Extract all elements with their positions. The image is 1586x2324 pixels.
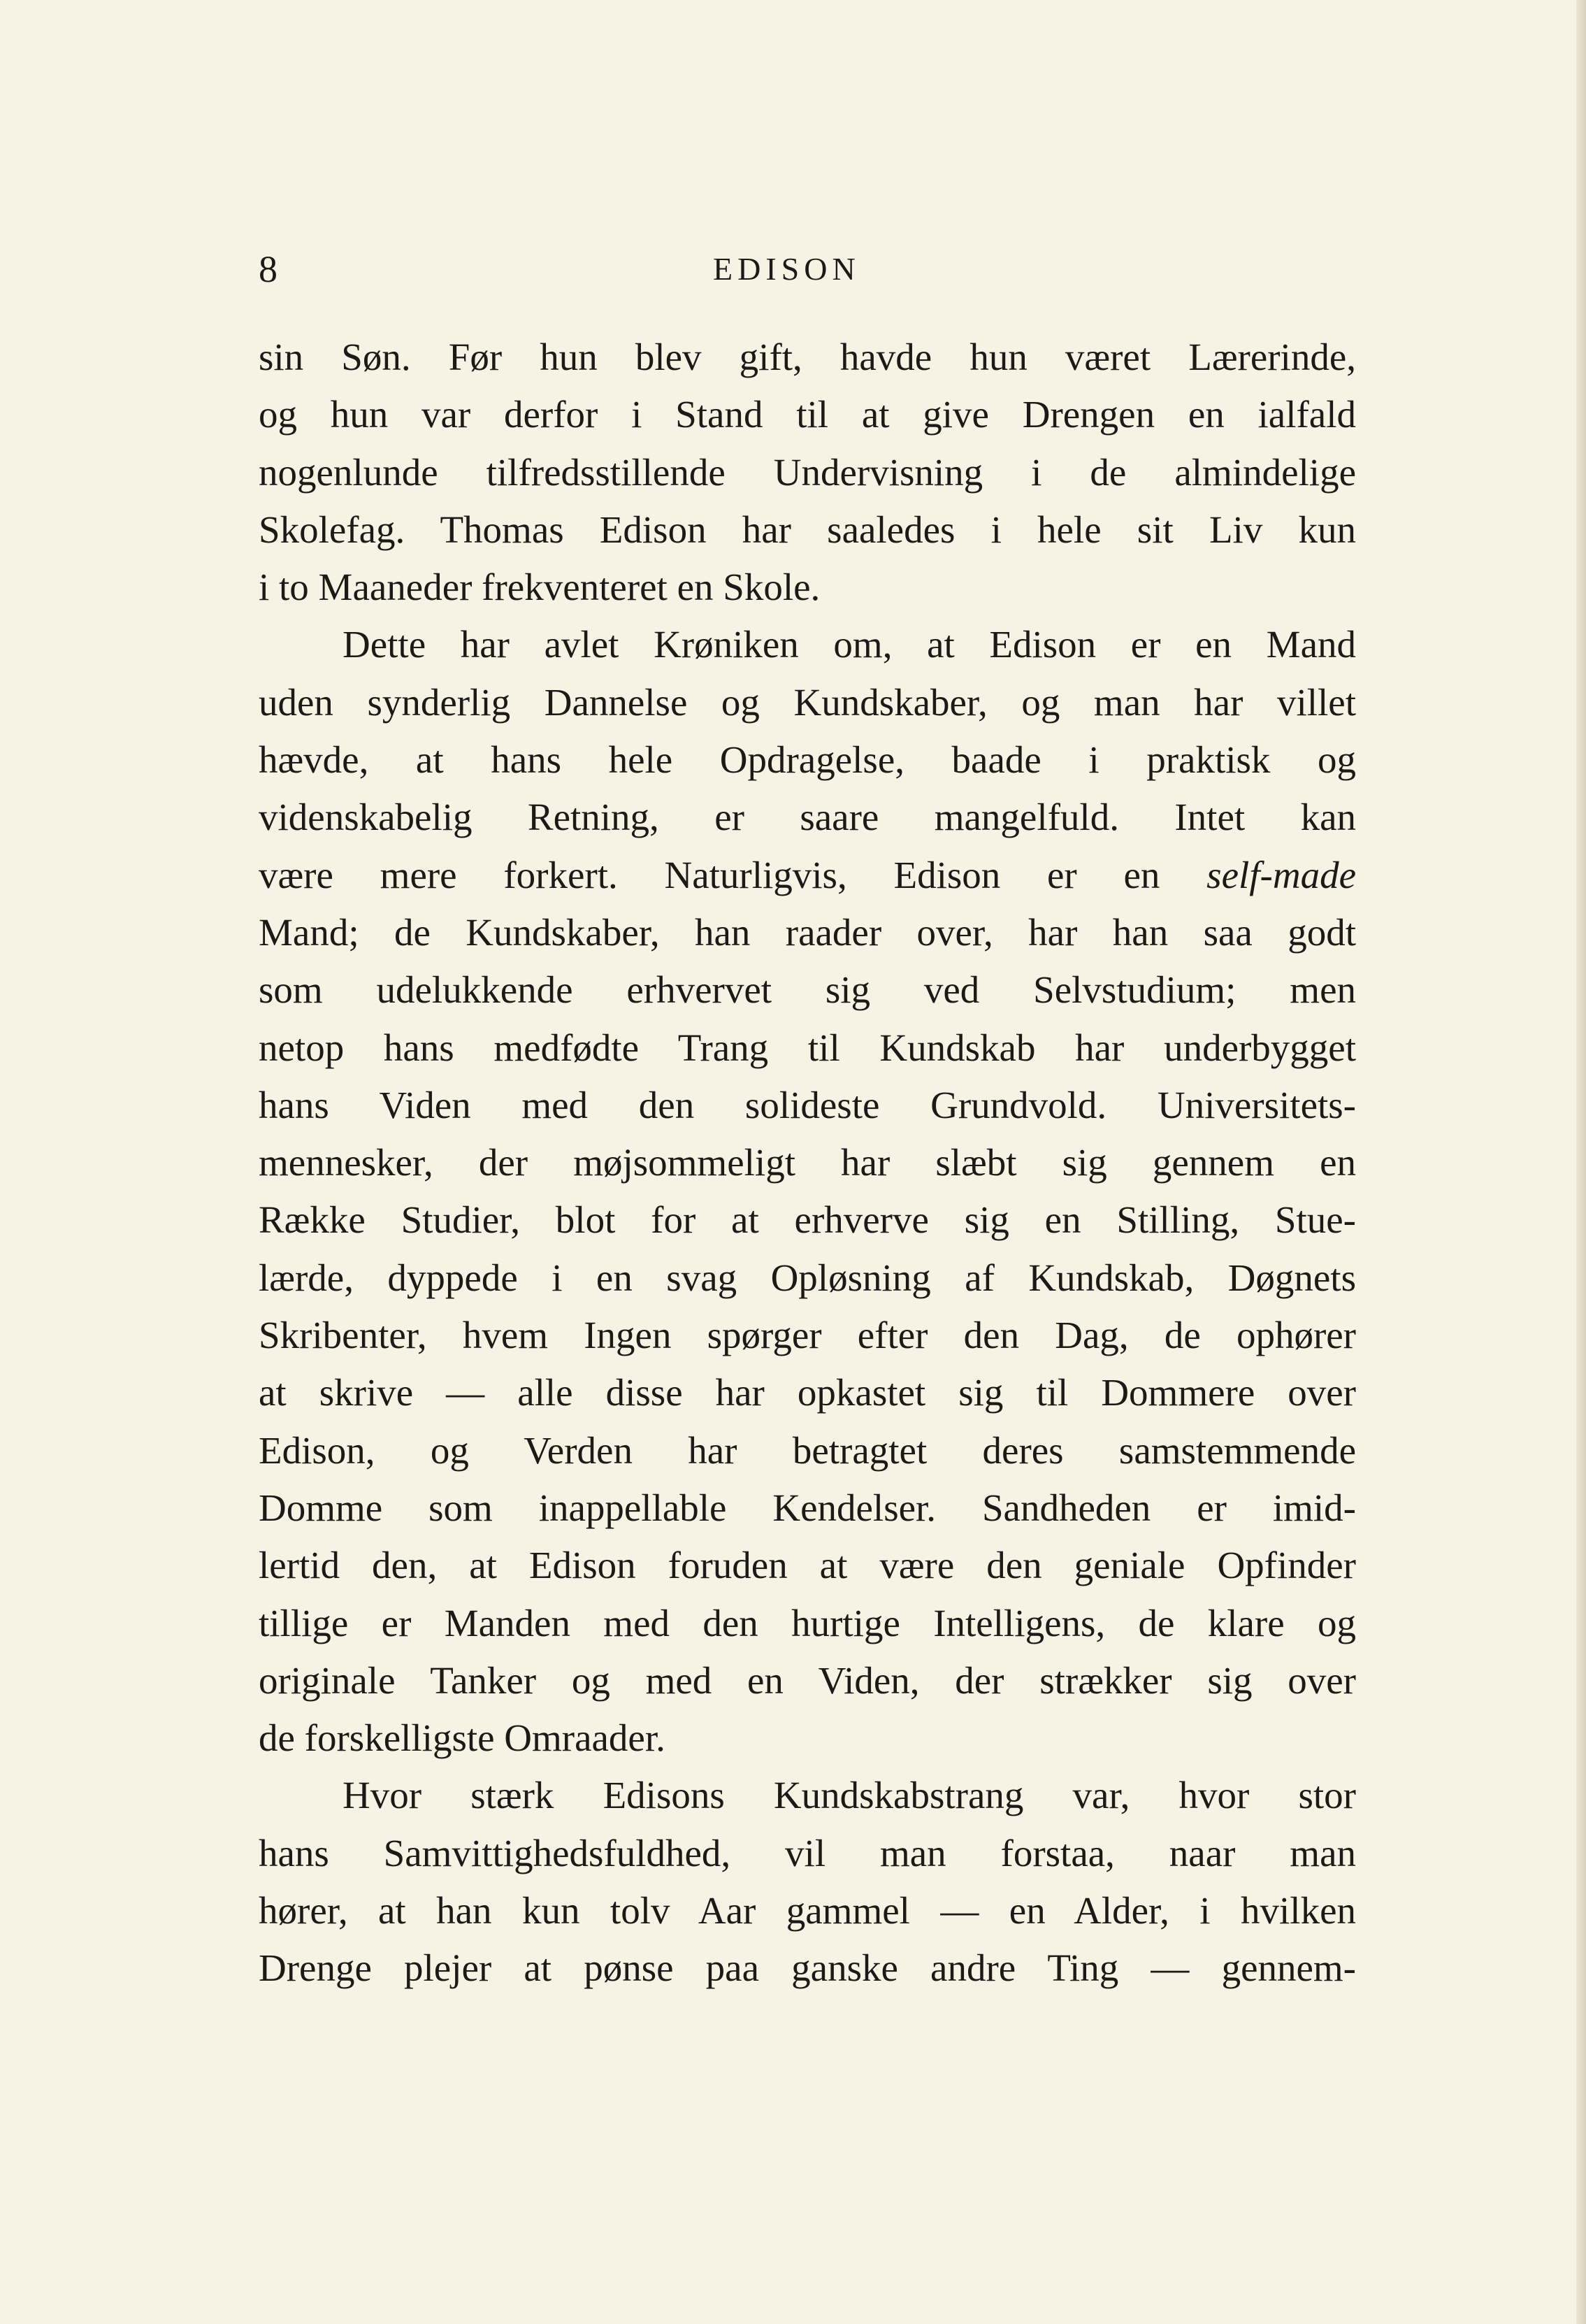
- text-line: Drenge plejer at pønse paa ganske andre Ting — gennem-: [259, 1946, 1356, 1990]
- text-line: originale Tanker og med en Viden, der strækker sig over: [259, 1658, 1356, 1702]
- text-line: lærde, dyppede i en svag Opløsning af Kundskab, Døgnets: [259, 1256, 1356, 1299]
- text-line: Skribenter, hvem Ingen spørger efter den Dag, de ophører: [259, 1314, 1356, 1357]
- paragraph-end-line: i to Maaneder frekventeret en Skole.: [259, 566, 821, 609]
- paragraph-start-line: Dette har avlet Krøniken om, at Edison er en Mand: [343, 623, 1356, 666]
- text-line: mennesker, der møjsommeligt har slæbt sig gennem en: [259, 1141, 1356, 1184]
- text-line: Mand; de Kundskaber, han raader over, har han saa godt: [259, 910, 1356, 954]
- text-line: Domme som inappellable Kendelser. Sandheden er imid-: [259, 1486, 1356, 1529]
- page-edge: [1576, 0, 1586, 2324]
- text-line: sin Søn. Før hun blev gift, havde hun været Lærerinde,: [259, 336, 1356, 378]
- text-line: lertid den, at Edison foruden at være den geniale Opfinder: [259, 1544, 1356, 1587]
- text-line: hans Viden med den solideste Grundvold. Universitets-: [259, 1083, 1356, 1126]
- paragraph-start-line: Hvor stærk Edisons Kundskabstrang var, hvor stor: [343, 1774, 1356, 1817]
- text-line: at skrive — alle disse har opkastet sig til Dommere over: [259, 1371, 1356, 1414]
- text-line: hans Samvittighedsfuldhed, vil man forstaa, naar man: [259, 1831, 1356, 1874]
- italic-term: self-made: [1206, 853, 1356, 896]
- text-line: Edison, og Verden har betragtet deres samstemmende: [259, 1428, 1356, 1472]
- body-text: [259, 329, 1356, 1997]
- text-line: tillige er Manden med den hurtige Intelligens, de klare og: [259, 1601, 1356, 1644]
- text-line: uden synderlig Dannelse og Kundskaber, og man har villet: [259, 680, 1356, 724]
- text-line-with-italic: [259, 847, 1356, 904]
- text-segment: være mere forkert. Naturligvis, Edison er en: [259, 853, 1160, 896]
- text-line: og hun var derfor i Stand til at give Drengen en ialfald: [259, 393, 1356, 436]
- running-head: EDISON: [713, 251, 860, 287]
- text-line: Række Studier, blot for at erhverve sig en Stilling, Stue-: [259, 1198, 1356, 1242]
- text-line: Skolefag. Thomas Edison har saaledes i hele sit Liv kun: [259, 508, 1356, 551]
- page-number: 8: [259, 248, 277, 290]
- text-line: hører, at han kun tolv Aar gammel — en Alder, i hvilken: [259, 1889, 1356, 1932]
- text-line: videnskabelig Retning, er saare mangelfuld. Intet kan: [259, 796, 1356, 839]
- text-line: netop hans medfødte Trang til Kundskab har underbygget: [259, 1026, 1356, 1069]
- text-line: nogenlunde tilfredsstillende Undervisning i de almindelige: [259, 450, 1356, 494]
- text-line: som udelukkende erhvervet sig ved Selvstudium; men: [259, 968, 1356, 1012]
- paragraph-end-line: de forskelligste Omraader.: [259, 1716, 665, 1760]
- text-line: hævde, at hans hele Opdragelse, baade i praktisk og: [259, 738, 1356, 782]
- page-header: [259, 241, 1356, 297]
